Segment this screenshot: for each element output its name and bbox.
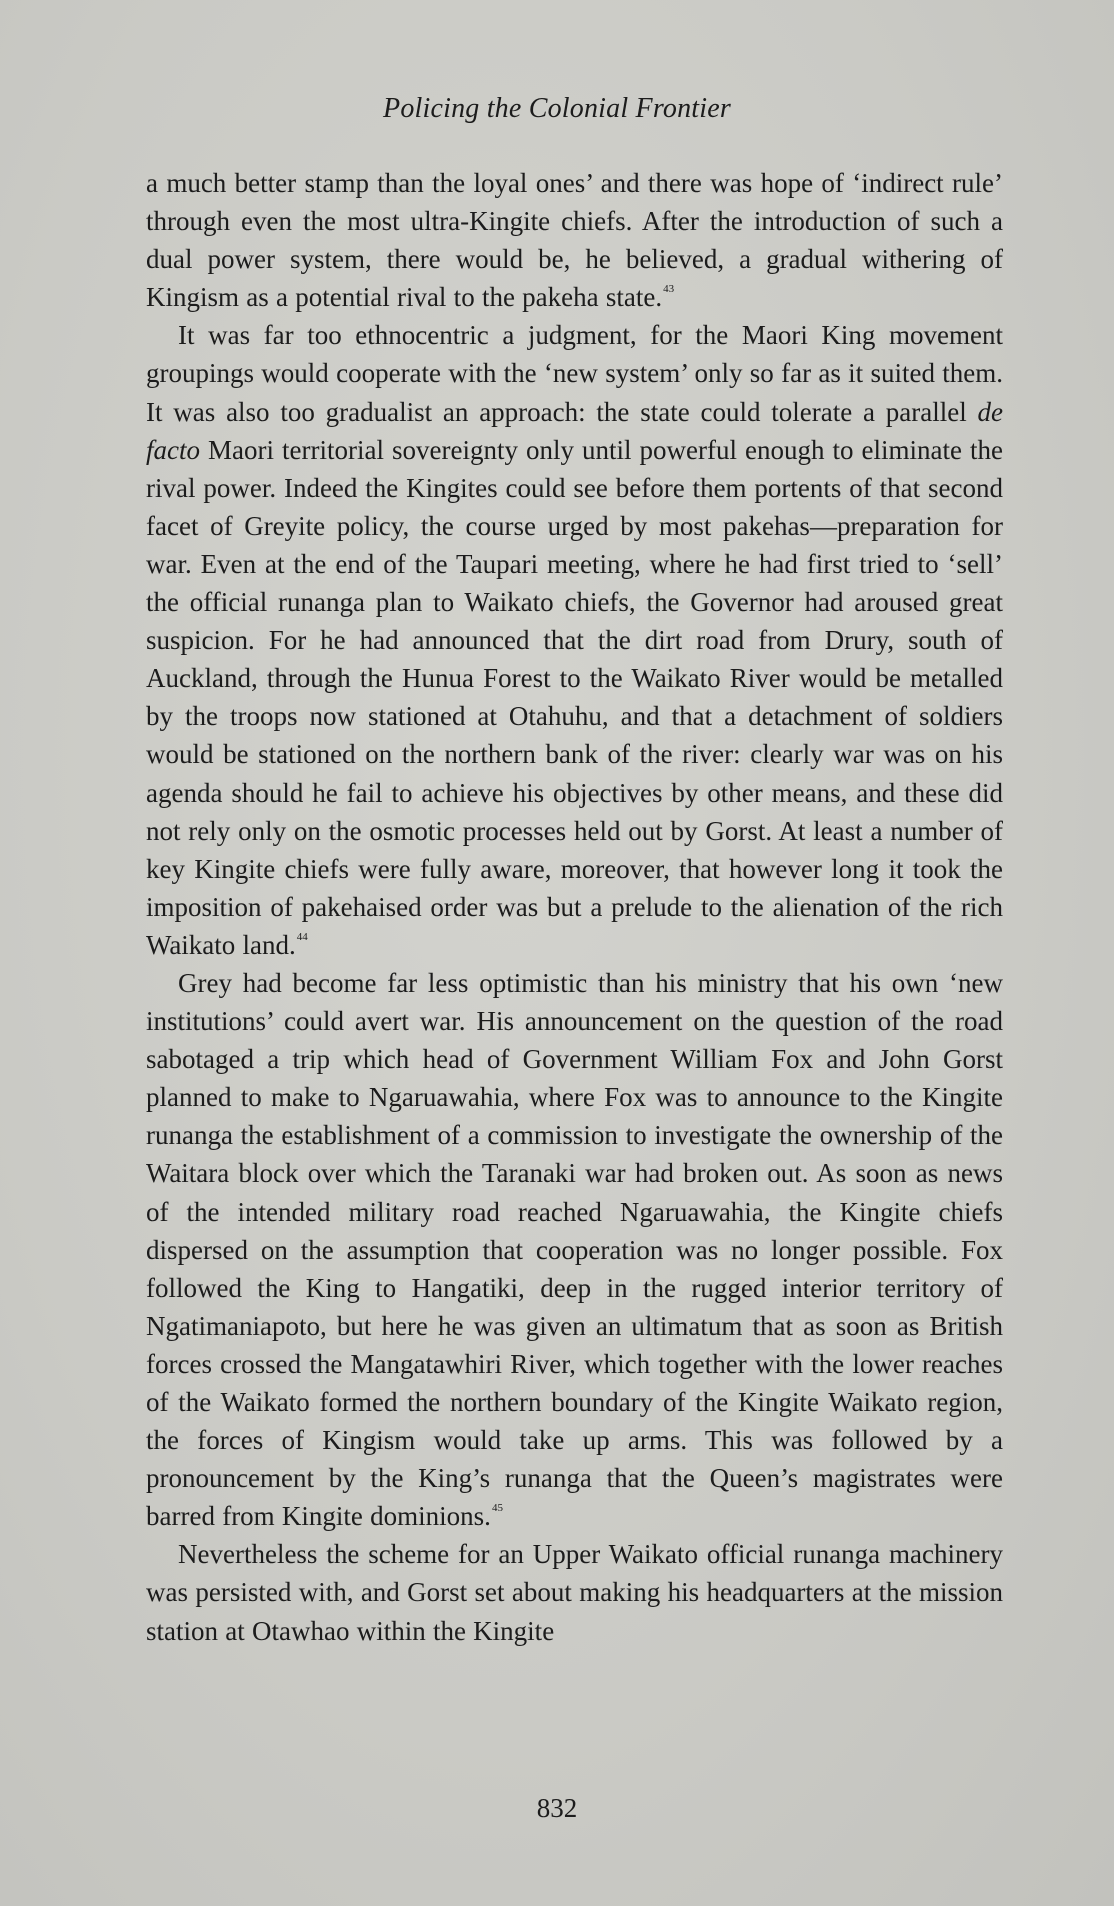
paragraph-text: It was far too ethnocentric a judgment, for the Maori King movement groupings would cooperate with the ‘new system’ only so far as it suited them. It was also too gradualist an approach: the state could tolerate a parallel xyxy=(146,320,1003,427)
footnote-marker: 43 xyxy=(663,283,675,296)
paragraph-2 xyxy=(146,316,1003,964)
body-text xyxy=(146,164,1003,1650)
italic-phrase: de facto xyxy=(146,396,1003,465)
paragraph-1 xyxy=(146,164,1003,316)
footnote-marker: 45 xyxy=(491,1502,503,1515)
paragraph-3 xyxy=(146,964,1003,1535)
paragraph-text: Nevertheless the scheme for an Upper Waikato official runanga machinery was persisted with, and Gorst set about making his headquarters at the mission station at Otawhao within the Kingite xyxy=(146,1539,1003,1646)
paragraph-4 xyxy=(146,1535,1003,1649)
paragraph-text: a much better stamp than the loyal ones’ and there was hope of ‘indirect rule’ through even the most ultra-Kingite chiefs. After the introduction of such a dual power system, there would be, he believed, a gradual withering of Kingism as a potential rival to the pakeha state. xyxy=(146,168,1003,313)
paragraph-text: Grey had become far less optimistic than his ministry that his own ‘new institutions’ could avert war. His announcement on the question of the road sabotaged a trip which head of Government William Fox and John Gorst planned to make to Ngaruawahia, where Fox was to announce to the Kingite runanga the establishment of a commission to investigate the ownership of the Waitara block over which the Taranaki war had broken out. As soon as news of the intended military road reached Ngaruawahia, the Kingite chiefs dispersed on the assumption that cooperation was no longer possible. Fox followed the King to Hangatiki, deep in the rugged interior territory of Ngatimaniapoto, but here he was given an ultimatum that as soon as British forces crossed the Mangatawhiri River, which together with the lower reaches of the Waikato formed the northern boundary of the Kingite Waikato region, the forces of Kingism would take up arms. This was followed by a pronouncement by the King’s runanga that the Queen’s magistrates were barred from Kingite dominions. xyxy=(146,967,1003,1532)
paragraph-text: Maori territorial sovereignty only until powerful enough to eliminate the rival power. Indeed the Kingites could see before them portents of that second facet of Greyite policy, the course urged by most pakehas—preparation for war. Even at the end of the Taupari meeting, where he had first tried to ‘sell’ the official runanga plan to Waikato chiefs, the Governor had aroused great suspicion. For he had announced that the dirt road from Drury, south of Auckland, through the Hunua Forest to the Waikato River would be metalled by the troops now stationed at Otahuhu, and that a detachment of soldiers would be stationed on the northern bank of the river: clearly war was on his agenda should he fail to achieve his objectives by other means, and these did not rely only on the osmotic processes held out by Gorst. At least a number of key Kingite chiefs were fully aware, moreover, that however long it took the imposition of pakehaised order was but a prelude to the alienation of the rich Waikato land. xyxy=(146,434,1003,960)
footnote-marker: 44 xyxy=(296,930,308,943)
page-number: 832 xyxy=(536,1793,578,1823)
running-head: Policing the Colonial Frontier xyxy=(383,93,731,124)
